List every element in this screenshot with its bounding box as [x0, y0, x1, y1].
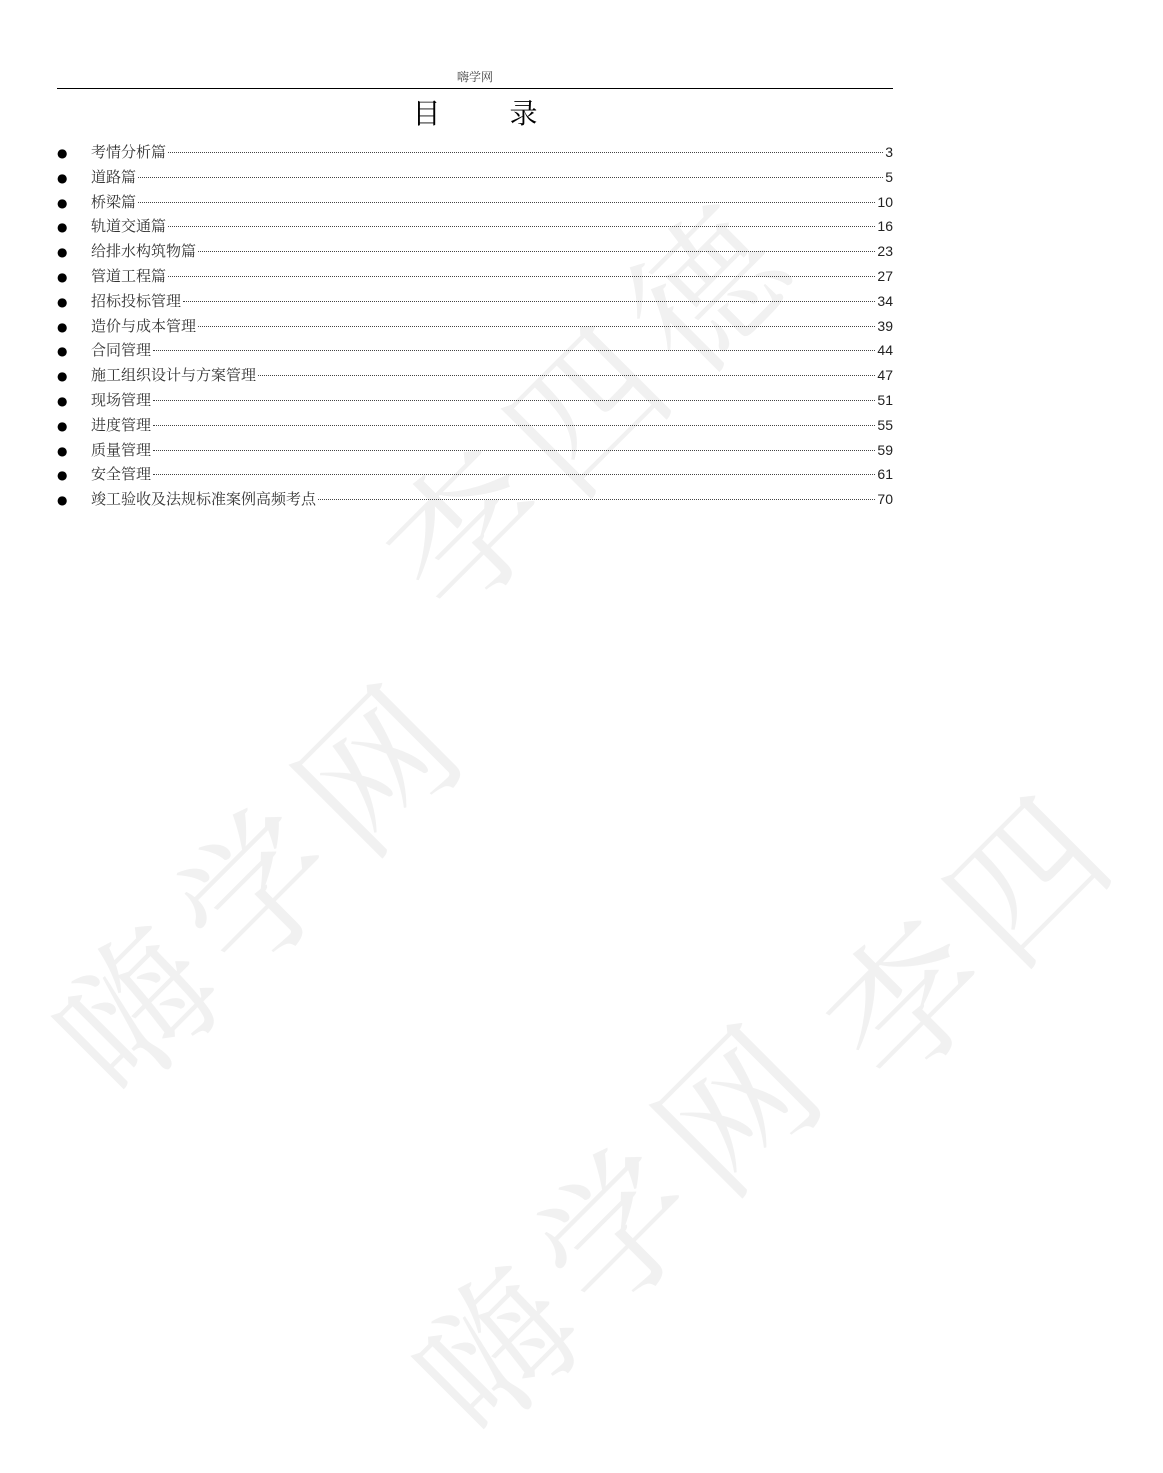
toc-entry-title: 轨道交通篇	[91, 217, 167, 236]
watermark-text: 李四德	[354, 164, 839, 648]
toc-entry-page: 59	[877, 441, 893, 458]
dot-leader	[153, 350, 875, 351]
bullet-icon: ●	[57, 443, 68, 458]
toc-entry-page: 27	[877, 267, 893, 284]
toc-entry-page: 10	[877, 193, 893, 210]
toc-entry[interactable]	[57, 388, 893, 413]
toc-entry[interactable]	[57, 264, 893, 289]
watermark-text: 嗨学网	[384, 984, 869, 1468]
toc-entry[interactable]	[57, 214, 893, 239]
toc-entry[interactable]	[57, 462, 893, 487]
toc-entry[interactable]	[57, 314, 893, 339]
dot-leader	[138, 177, 883, 178]
dot-leader	[153, 400, 875, 401]
dot-leader	[198, 251, 875, 252]
toc-entry[interactable]	[57, 190, 893, 215]
toc-entry[interactable]	[57, 363, 893, 388]
page-header	[57, 68, 893, 89]
toc-entry[interactable]	[57, 165, 893, 190]
header-site-name: 嗨学网	[456, 70, 493, 84]
toc-entry-title: 竣工验收及法规标准案例高频考点	[91, 490, 317, 509]
toc-entry-page: 23	[877, 243, 893, 260]
toc-entry-page: 61	[877, 466, 893, 483]
dot-leader	[198, 326, 875, 327]
bullet-icon: ●	[57, 393, 68, 408]
bullet-icon: ●	[57, 344, 68, 359]
bullet-icon: ●	[57, 294, 68, 309]
dot-leader	[318, 499, 875, 500]
toc-entry-page: 55	[877, 416, 893, 433]
dot-leader	[153, 425, 875, 426]
toc-entry-title: 合同管理	[91, 341, 152, 360]
toc-entry-page: 44	[877, 342, 893, 359]
toc-entry-page: 34	[877, 292, 893, 309]
dot-leader	[168, 152, 883, 153]
toc-entry-title: 桥梁篇	[91, 192, 137, 211]
bullet-icon: ●	[57, 418, 68, 433]
toc-entry[interactable]	[57, 289, 893, 314]
toc-entry[interactable]	[57, 239, 893, 264]
toc-entry-page: 70	[877, 491, 893, 508]
watermark-text: 李四	[794, 754, 1159, 1118]
toc-entry[interactable]	[57, 338, 893, 363]
toc-entry-title: 安全管理	[91, 465, 152, 484]
toc-entry[interactable]	[57, 438, 893, 463]
dot-leader	[153, 474, 875, 475]
toc-entry-page: 51	[877, 391, 893, 408]
toc-entry-title: 考情分析篇	[91, 143, 167, 161]
dot-leader	[168, 276, 875, 277]
bullet-icon: ●	[57, 468, 68, 483]
dot-leader	[168, 226, 875, 227]
toc-entry[interactable]	[57, 487, 893, 512]
toc-entry-page: 16	[877, 218, 893, 235]
bullet-icon: ●	[57, 369, 68, 384]
toc-entry[interactable]	[57, 413, 893, 438]
bullet-icon: ●	[57, 319, 68, 334]
bullet-icon: ●	[57, 170, 68, 185]
bullet-icon: ●	[57, 146, 68, 160]
bullet-icon: ●	[57, 245, 68, 260]
toc-entry-title: 招标投标管理	[91, 291, 182, 310]
toc-entry-title: 进度管理	[91, 415, 152, 434]
toc-entry-title: 给排水构筑物篇	[91, 242, 197, 261]
toc-entry-title: 道路篇	[91, 167, 137, 186]
toc-entry[interactable]	[57, 140, 893, 165]
dot-leader	[183, 301, 875, 302]
toc-entry-title: 现场管理	[91, 390, 152, 409]
dot-leader	[258, 375, 875, 376]
toc-entry-title: 管道工程篇	[91, 266, 167, 285]
bullet-icon: ●	[57, 493, 68, 508]
bullet-icon: ●	[57, 269, 68, 284]
page-title: 目 录	[412, 97, 568, 130]
bullet-icon: ●	[57, 220, 68, 235]
dot-leader	[138, 202, 875, 203]
toc-entry-page: 39	[877, 317, 893, 334]
table-of-contents	[57, 140, 893, 512]
toc-entry-page: 3	[885, 144, 893, 160]
watermark-text: 嗨学网	[24, 644, 509, 1128]
dot-leader	[153, 450, 875, 451]
toc-entry-page: 47	[877, 367, 893, 384]
toc-entry-page: 5	[885, 168, 893, 185]
toc-entry-title: 施工组织设计与方案管理	[91, 366, 257, 385]
toc-entry-title: 质量管理	[91, 440, 152, 459]
toc-entry-title: 造价与成本管理	[91, 316, 197, 335]
bullet-icon: ●	[57, 195, 68, 210]
